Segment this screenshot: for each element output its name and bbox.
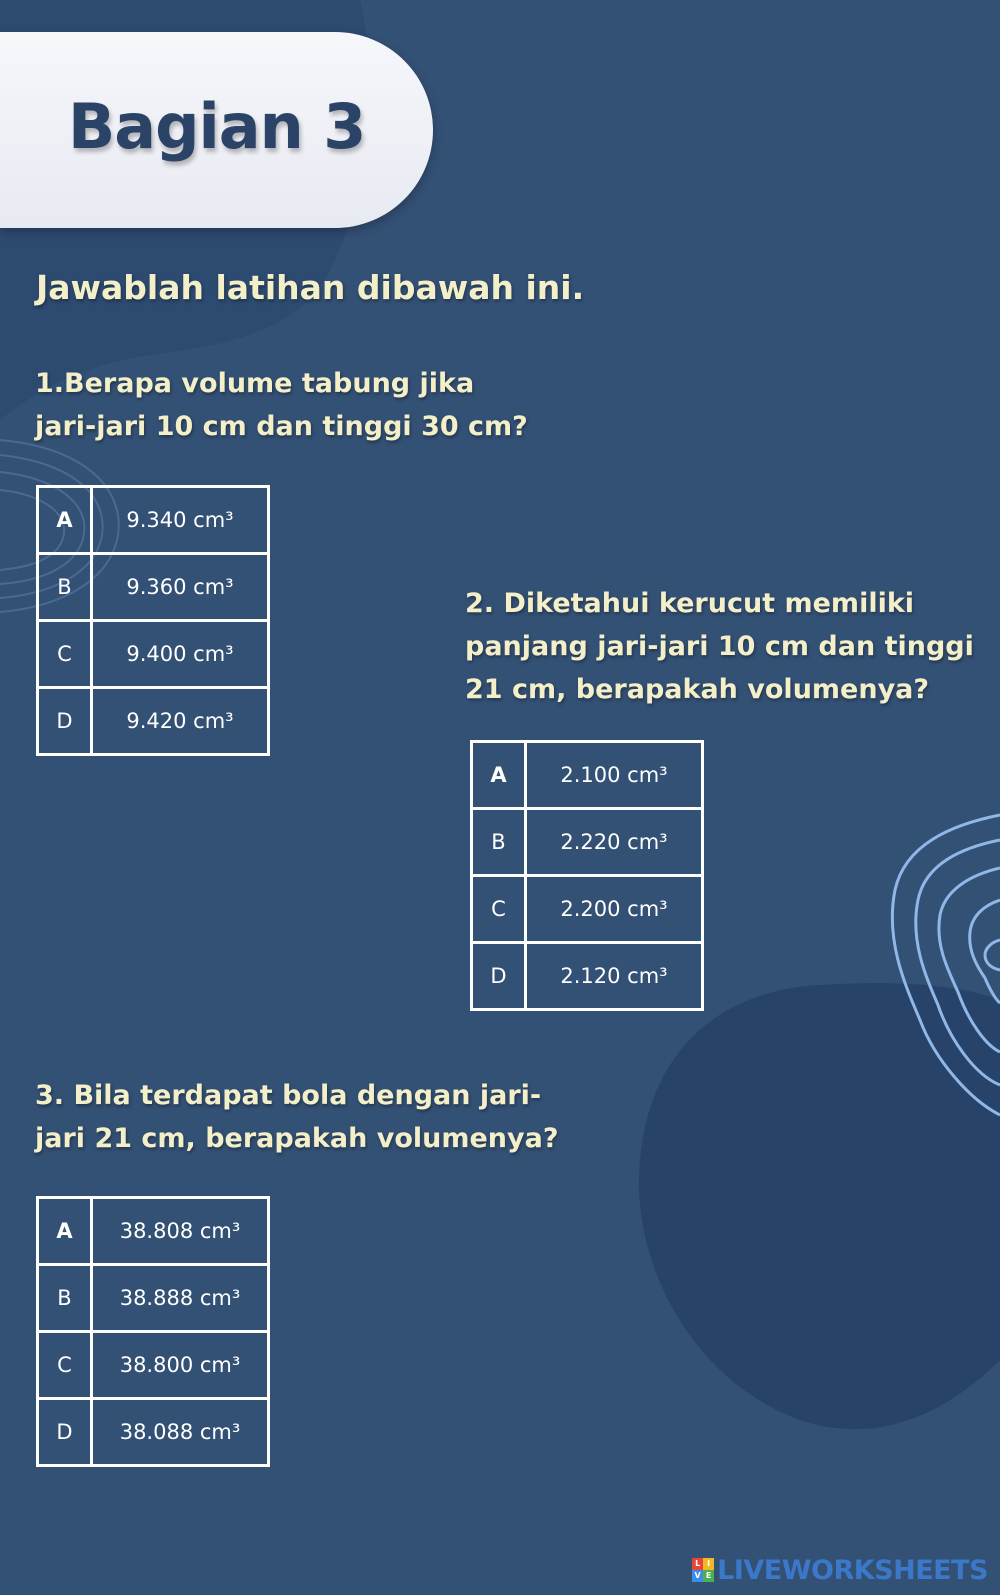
option-value: 2.120 cm³ [526,943,703,1010]
option-letter: C [38,621,92,688]
option-value: 38.088 cm³ [92,1399,269,1466]
question-1-line-2: jari-jari 10 cm dan tinggi 30 cm? [35,411,528,442]
option-value: 38.808 cm³ [92,1198,269,1265]
option-letter: D [38,1399,92,1466]
option-letter: C [38,1332,92,1399]
question-1 [35,362,528,448]
option-value: 9.400 cm³ [92,621,269,688]
option-letter: C [472,876,526,943]
question-2 [465,582,974,711]
option-letter: B [38,1265,92,1332]
option-letter: D [38,688,92,755]
question-2-line-1: 2. Diketahui kerucut memiliki [465,588,915,619]
question-1-line-1: 1.Berapa volume tabung jika [35,368,475,399]
option-letter: A [38,1198,92,1265]
question-3-line-1: 3. Bila terdapat bola dengan jari- [35,1080,542,1111]
option-value: 9.420 cm³ [92,688,269,755]
question-3-options [36,1196,270,1467]
brand-name: LIVEWORKSHEETS [717,1554,988,1586]
option-value: 38.800 cm³ [92,1332,269,1399]
option-letter: D [472,943,526,1010]
option-value: 2.200 cm³ [526,876,703,943]
question-3-line-2: jari 21 cm, berapakah volumenya? [35,1123,559,1154]
option-row-b[interactable] [472,809,703,876]
option-value: 2.100 cm³ [526,742,703,809]
question-1-options [36,485,270,756]
option-row-a[interactable] [38,487,269,554]
option-value: 9.360 cm³ [92,554,269,621]
page-title: Bagian 3 [68,90,366,163]
option-row-c[interactable] [38,1332,269,1399]
option-row-c[interactable] [472,876,703,943]
option-row-d[interactable] [38,1399,269,1466]
option-row-b[interactable] [38,1265,269,1332]
liveworksheets-logo-icon: L I V E [692,1558,714,1582]
option-value: 38.888 cm³ [92,1265,269,1332]
option-row-d[interactable] [38,688,269,755]
question-2-line-3: 21 cm, berapakah volumenya? [465,674,930,705]
option-row-c[interactable] [38,621,269,688]
option-letter: B [38,554,92,621]
question-3 [35,1074,559,1160]
question-2-options [470,740,704,1011]
option-letter: A [472,742,526,809]
liveworksheets-brand[interactable] [692,1554,988,1586]
option-letter: A [38,487,92,554]
question-2-line-2: panjang jari-jari 10 cm dan tinggi [465,631,974,662]
bottom-right-blob [639,983,1000,1429]
option-row-b[interactable] [38,554,269,621]
option-row-a[interactable] [38,1198,269,1265]
instruction-text: Jawablah latihan dibawah ini. [36,268,585,307]
option-row-d[interactable] [472,943,703,1010]
option-value: 9.340 cm³ [92,487,269,554]
option-value: 2.220 cm³ [526,809,703,876]
option-letter: B [472,809,526,876]
option-row-a[interactable] [472,742,703,809]
